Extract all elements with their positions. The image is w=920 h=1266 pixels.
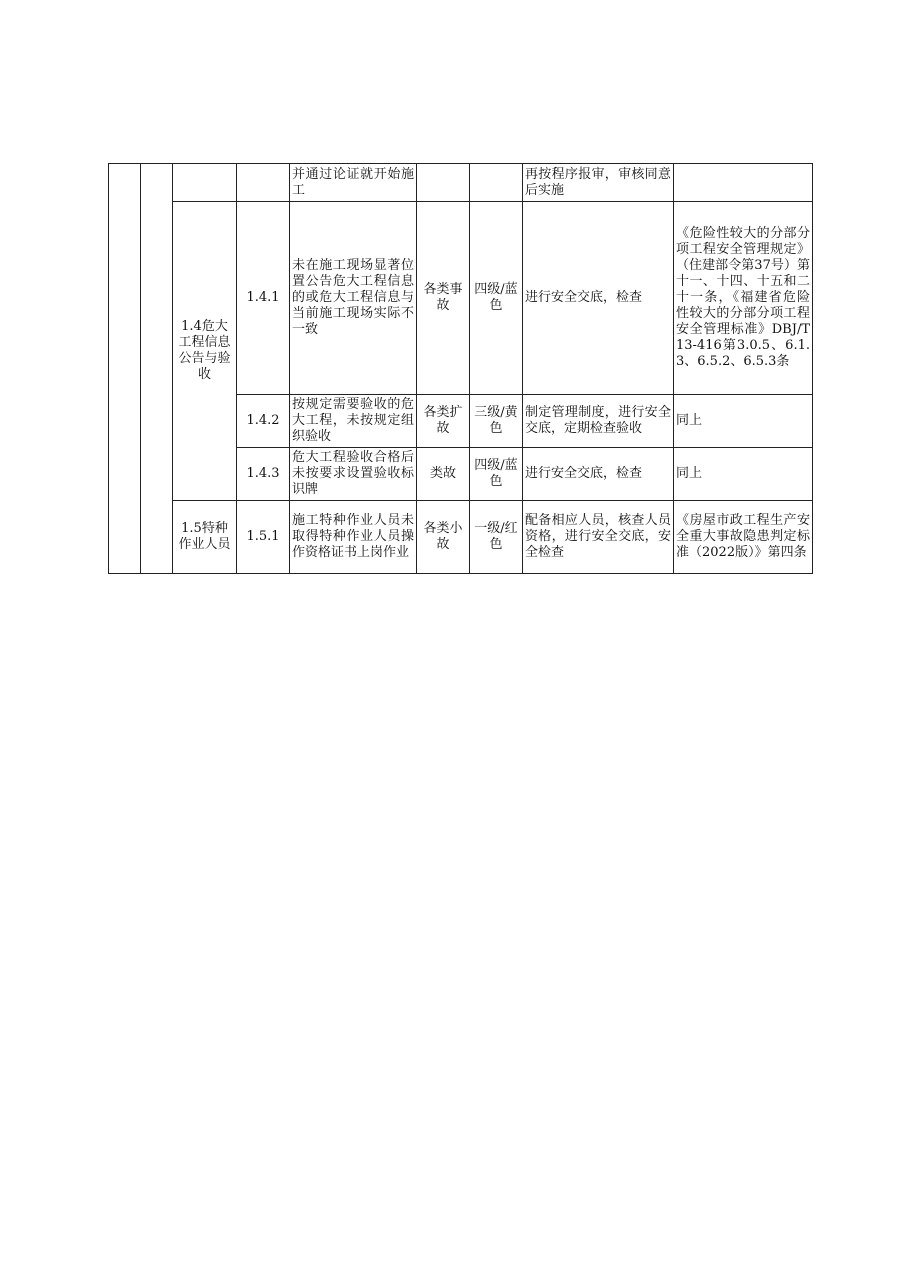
- table-row: [109, 164, 813, 202]
- scope-cell: 类故: [417, 448, 470, 501]
- scope-cell: 各类事故: [417, 202, 470, 395]
- description-cell: 未在施工现场显著位置公告危大工程信息的或危大工程信息与当前施工现场实际不一致: [290, 202, 417, 395]
- description-cell: 并通过论证就开始施工: [290, 164, 417, 202]
- basis-cell: [674, 164, 813, 202]
- blank-cell: [141, 164, 173, 574]
- level-cell: 四级/蓝色: [470, 448, 523, 501]
- code-cell: 1.4.1: [237, 202, 290, 395]
- measure-cell: 制定管理制度，进行安全交底，定期检查验收: [523, 395, 674, 448]
- table-row: [109, 501, 813, 574]
- scope-cell: 各类扩故: [417, 395, 470, 448]
- level-cell: [470, 164, 523, 202]
- item-cell: 1.5特种作业人员: [173, 501, 237, 574]
- measure-cell: 进行安全交底，检查: [523, 448, 674, 501]
- basis-cell: 《房屋市政工程生产安全重大事故隐患判定标准（2022版）》第四条: [674, 501, 813, 574]
- table-row: [109, 202, 813, 395]
- blank-cell: [109, 164, 141, 574]
- level-cell: 四级/蓝色: [470, 202, 523, 395]
- hazard-table: [108, 163, 813, 574]
- code-cell: 1.4.2: [237, 395, 290, 448]
- level-cell: 三级/黄色: [470, 395, 523, 448]
- basis-cell: 《危险性较大的分部分项工程安全管理规定》（住建部令第37号）第十一、十四、十五和二十一条，《福建省危险性较大的分部分项工程安全管理标准》DBJ/T13-416第3.0.5、6.1.3、6.5.2、6.5.3条: [674, 202, 813, 395]
- item-cell: 1.4危大工程信息公告与验收: [173, 202, 237, 501]
- code-cell: [237, 164, 290, 202]
- measure-cell: 配备相应人员，核查人员资格，进行安全交底，安全检查: [523, 501, 674, 574]
- measure-cell: 再按程序报审，审核同意后实施: [523, 164, 674, 202]
- item-cell: [173, 164, 237, 202]
- scope-cell: [417, 164, 470, 202]
- basis-cell: 同上: [674, 448, 813, 501]
- description-cell: 施工特种作业人员未取得特种作业人员操作资格证书上岗作业: [290, 501, 417, 574]
- description-cell: 按规定需要验收的危大工程，未按规定组织验收: [290, 395, 417, 448]
- description-cell: 危大工程验收合格后未按要求设置验收标识牌: [290, 448, 417, 501]
- scope-cell: 各类小故: [417, 501, 470, 574]
- code-cell: 1.4.3: [237, 448, 290, 501]
- measure-cell: 进行安全交底，检查: [523, 202, 674, 395]
- level-cell: 一级/红色: [470, 501, 523, 574]
- basis-cell: 同上: [674, 395, 813, 448]
- code-cell: 1.5.1: [237, 501, 290, 574]
